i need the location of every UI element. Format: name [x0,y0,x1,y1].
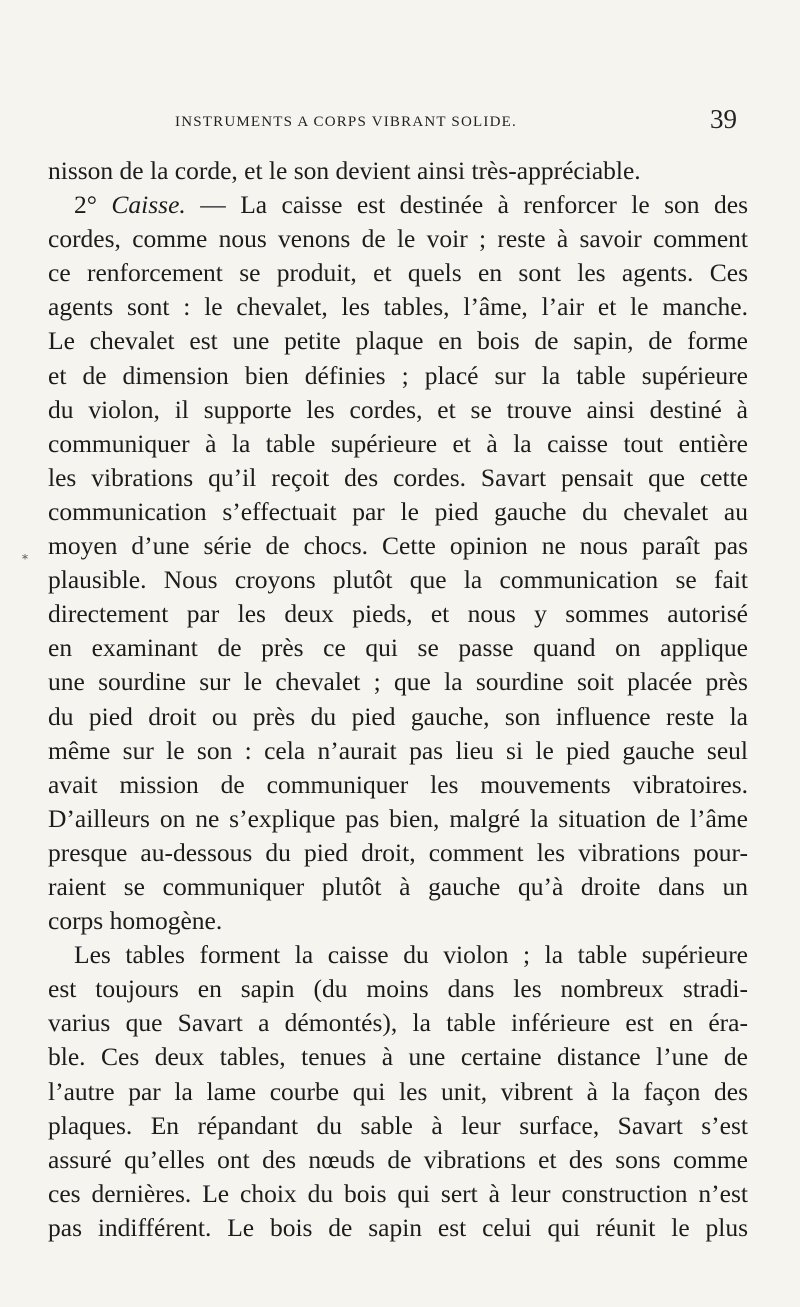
line-text: nisson de la corde, et le son devient ainsi très-appréciable. [48,156,641,185]
running-head: INSTRUMENTS A CORPS VIBRANT SOLIDE. [175,114,517,130]
text-line [48,256,748,290]
text-line [48,870,748,904]
body-text [48,154,748,1245]
text-line [48,768,748,802]
text-line [48,188,748,222]
line-text: ces dernières. Le choix du bois qui sert à leur construction n’est [48,1178,748,1208]
section-number: 2° [74,190,112,220]
text-line [48,222,748,256]
text-line [48,1177,748,1211]
margin-mark: * [22,552,28,566]
line-text: les vibrations qu’il reçoit des cordes. Savart pensait que cette [48,462,748,492]
text-line [48,597,748,631]
text-line [48,359,748,393]
line-text: est toujours en sapin (du moins dans les nombreux stradi- [48,974,748,1004]
line-text: et de dimension bien définies ; placé sur la table supérieure [48,360,748,390]
text-line [48,700,748,734]
text-line [48,563,748,597]
line-text: directement par les deux pieds, et nous y sommes autorisé [48,599,748,629]
line-text: corps homogène. [48,906,223,936]
line-text: ble. Ces deux tables, tenues à une certaine distance l’une de [48,1042,748,1072]
text-line [48,1143,748,1177]
text-line [48,529,748,563]
text-line [48,427,748,461]
line-text: ce renforcement se produit, et quels en sont les agents. Ces [48,258,748,288]
text-line [48,1211,748,1245]
line-text: raient se communiquer plutôt à gauche qu’à droite dans un [48,871,748,901]
line-text: communication s’effectuait par le pied gauche du chevalet au [48,496,748,526]
line-text: — La caisse est destinée à renforcer le son des [185,190,748,220]
line-text: presque au-dessous du pied droit, comment les vibrations pour- [48,837,748,867]
text-line [48,154,748,188]
text-line [48,1075,748,1109]
line-text: en examinant de près ce qui se passe quand on applique [48,633,748,663]
line-text: du pied droit ou près du pied gauche, son influence reste la [48,701,748,731]
text-line [48,665,748,699]
text-line [48,324,748,358]
page-header [175,104,737,144]
line-text: plausible. Nous croyons plutôt que la communication se fait [48,565,748,595]
line-text: Les tables forment la caisse du violon ; la table supérieure [74,940,748,970]
page-number: 39 [710,104,737,134]
text-line [48,734,748,768]
line-text: plaques. En répandant du sable à leur surface, Savart s’est [48,1110,748,1140]
line-text: une sourdine sur le chevalet ; que la sourdine soit placée près [48,667,748,697]
text-line [48,904,748,938]
line-text: communiquer à la table supérieure et à la caisse tout entière [48,428,748,458]
text-line [48,1006,748,1040]
line-text: varius que Savart a démontés), la table inférieure est en éra- [48,1008,748,1038]
line-text: Le chevalet est une petite plaque en bois de sapin, de forme [48,326,748,356]
text-line [48,972,748,1006]
text-line [48,802,748,836]
text-line [48,631,748,665]
text-line [48,836,748,870]
line-text: cordes, comme nous venons de le voir ; reste à savoir comment [48,224,748,254]
line-text: l’autre par la lame courbe qui les unit, vibrent à la façon des [48,1076,748,1106]
line-text: D’ailleurs on ne s’explique pas bien, malgré la situation de l’âme [48,803,748,833]
line-text: avait mission de communiquer les mouvements vibratoires. [48,769,748,799]
text-line [48,1040,748,1074]
line-text: pas indifférent. Le bois de sapin est celui qui réunit le plus [48,1212,748,1242]
text-line [48,461,748,495]
text-line [48,1109,748,1143]
section-title: Caisse. [111,190,186,220]
line-text: du violon, il supporte les cordes, et se trouve ainsi destiné à [48,394,748,424]
text-line [48,290,748,324]
text-line [48,938,748,972]
line-text: assuré qu’elles ont des nœuds de vibrations et des sons comme [48,1144,748,1174]
text-line [48,393,748,427]
line-text: agents sont : le chevalet, les tables, l’âme, l’air et le manche. [48,292,748,322]
text-line [48,495,748,529]
line-text: même sur le son : cela n’aurait pas lieu si le pied gauche seul [48,735,748,765]
line-text: moyen d’une série de chocs. Cette opinion ne nous paraît pas [48,531,748,561]
